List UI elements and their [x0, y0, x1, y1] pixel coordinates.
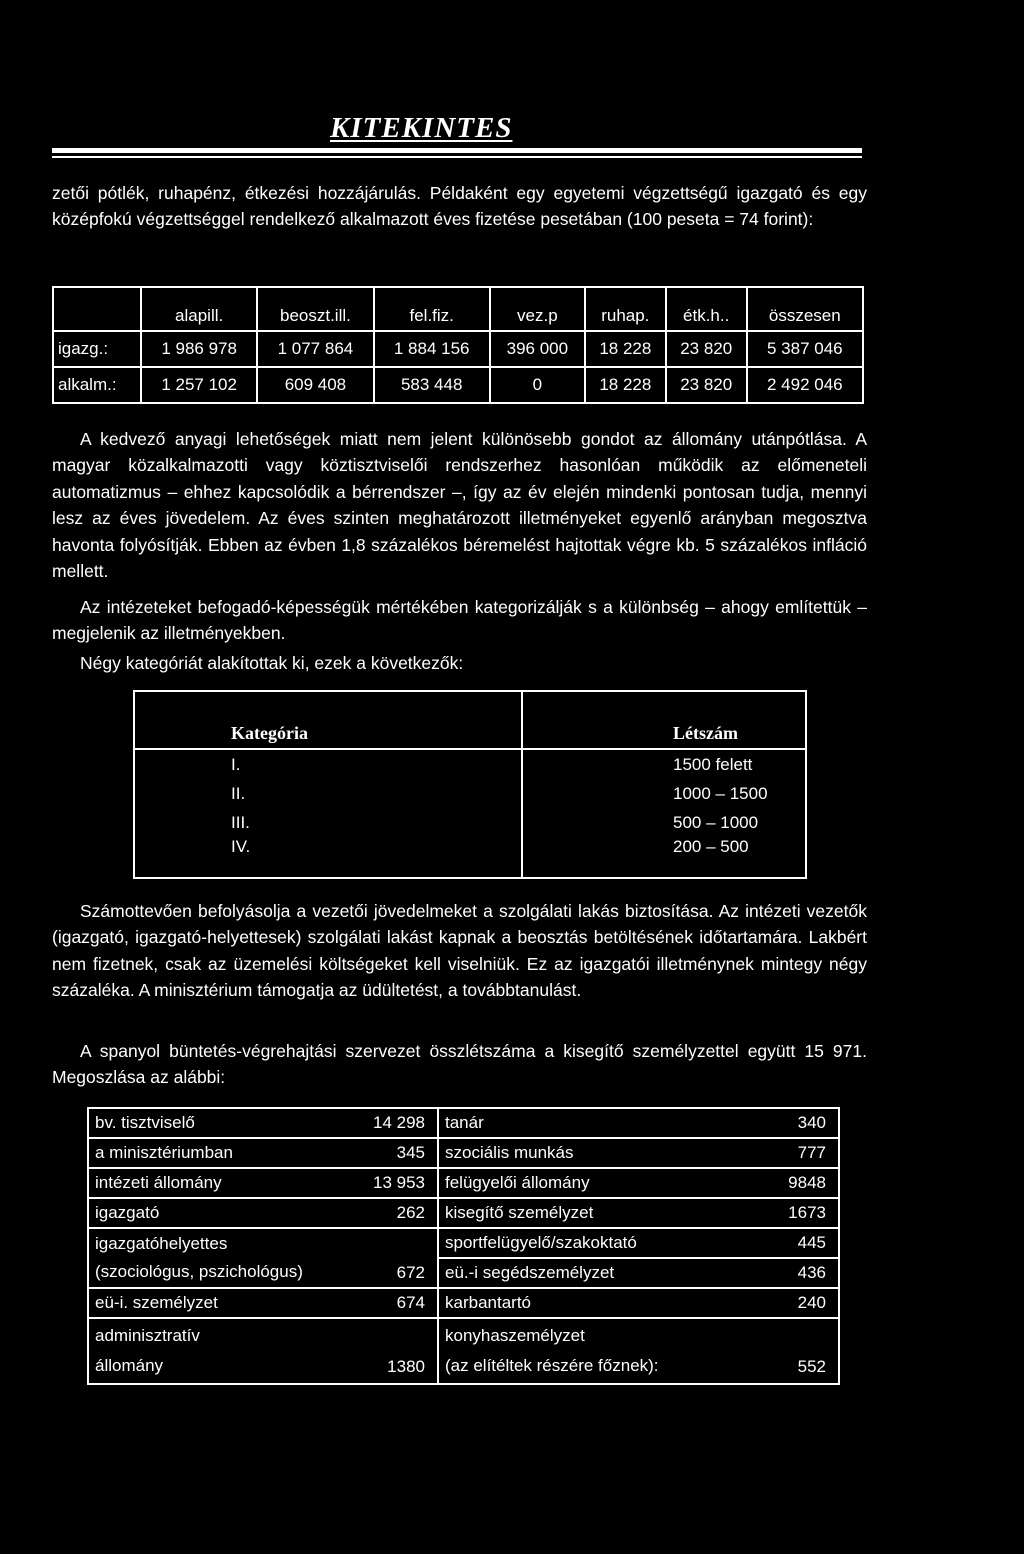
salary-corner-cell [53, 287, 141, 331]
staff-count: 1380 [367, 1318, 438, 1384]
section-header: KITEKINTES [330, 112, 513, 144]
category-cell: II. [134, 779, 522, 808]
salary-col-header: étk.h.. [666, 287, 747, 331]
staff-name [88, 1318, 367, 1384]
staff-count: 345 [367, 1138, 438, 1168]
staff-name-line: (az elítéltek részére főznek): [445, 1356, 659, 1375]
staff-name-line: eü.-i segédszemélyzet [445, 1263, 615, 1282]
staff-name [438, 1228, 721, 1288]
staff-count [721, 1228, 839, 1288]
staff-count: 674 [367, 1288, 438, 1318]
staff-count: 240 [721, 1288, 839, 1318]
staff-name: felügyelői állomány [438, 1168, 721, 1198]
staff-name [88, 1228, 367, 1288]
staff-name: szociális munkás [438, 1138, 721, 1168]
staff-count-line: 436 [797, 1263, 826, 1282]
headcount-cell: 1500 felett [522, 749, 806, 779]
salary-cell: 18 228 [585, 367, 666, 403]
staff-row [88, 1198, 839, 1228]
category-row [134, 837, 806, 878]
salary-table [52, 286, 864, 404]
staff-name [438, 1318, 721, 1384]
staff-row [88, 1318, 839, 1384]
staff-name-line: sportfelügyelő/szakoktató [439, 1229, 721, 1259]
header-rule-thick [52, 148, 862, 153]
staff-count: 262 [367, 1198, 438, 1228]
staff-row [88, 1138, 839, 1168]
salary-col-header: alapill. [141, 287, 257, 331]
headcount-cell: 1000 – 1500 [522, 779, 806, 808]
category-row [134, 808, 806, 837]
paragraph-intro: zetői pótlék, ruhapénz, étkezési hozzájárulás. Példaként egy egyetemi végzettségű igazgató és egy középfokú végzettséggel rendelkező alkalmazott éves fizetése pesetában (100 peseta = 74 forint): [52, 183, 867, 230]
staff-name: tanár [438, 1108, 721, 1138]
category-row [134, 779, 806, 808]
salary-col-header: fel.fiz. [374, 287, 490, 331]
staff-row [88, 1168, 839, 1198]
staff-name: bv. tisztviselő [88, 1108, 367, 1138]
staff-count: 13 953 [367, 1168, 438, 1198]
salary-cell: 396 000 [490, 331, 585, 367]
staff-name-line: állomány [95, 1356, 164, 1375]
staff-row [88, 1288, 839, 1318]
headcount-cell: 200 – 500 [522, 837, 806, 878]
staff-name: a minisztériumban [88, 1138, 367, 1168]
salary-cell: 1 077 864 [257, 331, 373, 367]
salary-header-row [53, 287, 863, 331]
staff-name: igazgató [88, 1198, 367, 1228]
staff-count-line: 445 [721, 1229, 838, 1259]
staff-name-line: igazgatóhelyettes [95, 1234, 228, 1253]
staff-name: karbantartó [438, 1288, 721, 1318]
salary-cell: 583 448 [374, 367, 490, 403]
category-cell: I. [134, 749, 522, 779]
category-row [134, 749, 806, 779]
staff-name-line: (szociológus, pszichológus) [95, 1262, 303, 1281]
salary-cell: 0 [490, 367, 585, 403]
category-table [133, 690, 807, 879]
staff-name: kisegítő személyzet [438, 1198, 721, 1228]
salary-col-header: összesen [747, 287, 863, 331]
headcount-cell: 500 – 1000 [522, 808, 806, 837]
salary-row-alkalm [53, 367, 863, 403]
category-cell: IV. [134, 837, 522, 878]
salary-cell: 1 884 156 [374, 331, 490, 367]
paragraph-categories: Az intézeteket befogadó-képességük mértékében kategorizálják s a különbség – ahogy említettük – megjelenik az illetményekben. [52, 597, 867, 644]
headcount-col-header: Létszám [522, 691, 806, 749]
salary-cell: 23 820 [666, 331, 747, 367]
staff-name-line: konyhaszemélyzet [445, 1326, 585, 1345]
salary-col-header: beoszt.ill. [257, 287, 373, 331]
paragraph-recruitment: A kedvező anyagi lehetőségek miatt nem jelent különösebb gondot az állomány utánpótlása. A magyar közalkalmazotti vagy köztisztviselői rendszerhez hasonlóan működik az előmeneteli automatizmus – ehhez kapcsolódik a bérrendszer –, így az év elején mindenki pontosan tudja, mennyi lesz az éves jövedelem. Az éves szinten meghatározott illetményeket egyenlő arányban megosztva havonta folyósítják. Ebben az évben 1,8 százalékos béremelést hajtottak végre kb. 5 százalékos infláció mellett. [52, 429, 867, 582]
staff-count: 340 [721, 1108, 839, 1138]
staff-name-line: adminisztratív [95, 1326, 200, 1345]
paragraph-housing: Számottevően befolyásolja a vezetői jövedelmeket a szolgálati lakás biztosítása. Az intézeti vezetők (igazgató, igazgató-helyettesek) szolgálati lakást kapnak a beosztás betöltésének időtartamára. Lakbért nem fizetnek, csak az üzemelési költségeket kell viselniük. Ez az igazgatói illetménynek mintegy négy százaléka. A minisztérium támogatja az üdültetést, a továbbtanulást. [52, 901, 867, 1001]
staff-count: 1673 [721, 1198, 839, 1228]
staff-name: eü-i. személyzet [88, 1288, 367, 1318]
salary-cell: 18 228 [585, 331, 666, 367]
salary-row-label: alkalm.: [53, 367, 141, 403]
staff-count: 672 [367, 1228, 438, 1288]
salary-cell: 5 387 046 [747, 331, 863, 367]
salary-col-header: vez.p [490, 287, 585, 331]
staff-count: 552 [721, 1318, 839, 1384]
paragraph-four-categories: Négy kategóriát alakítottak ki, ezek a következők: [80, 653, 464, 673]
salary-cell: 609 408 [257, 367, 373, 403]
salary-col-header: ruhap. [585, 287, 666, 331]
staff-table [87, 1107, 840, 1385]
staff-count: 9848 [721, 1168, 839, 1198]
staff-name: intézeti állomány [88, 1168, 367, 1198]
salary-cell: 2 492 046 [747, 367, 863, 403]
salary-cell: 1 257 102 [141, 367, 257, 403]
staff-count: 14 298 [367, 1108, 438, 1138]
salary-cell: 1 986 978 [141, 331, 257, 367]
salary-cell: 23 820 [666, 367, 747, 403]
category-header-row [134, 691, 806, 749]
salary-row-igazg [53, 331, 863, 367]
staff-row [88, 1228, 839, 1288]
salary-row-label: igazg.: [53, 331, 141, 367]
header-rule-thin [52, 156, 862, 158]
category-cell: III. [134, 808, 522, 837]
paragraph-staff-total: A spanyol büntetés-végrehajtási szervezet összlétszáma a kisegítő személyzettel együtt 15 971. Megoszlása az alábbi: [52, 1041, 867, 1088]
category-col-header: Kategória [134, 691, 522, 749]
staff-count: 777 [721, 1138, 839, 1168]
staff-row [88, 1108, 839, 1138]
